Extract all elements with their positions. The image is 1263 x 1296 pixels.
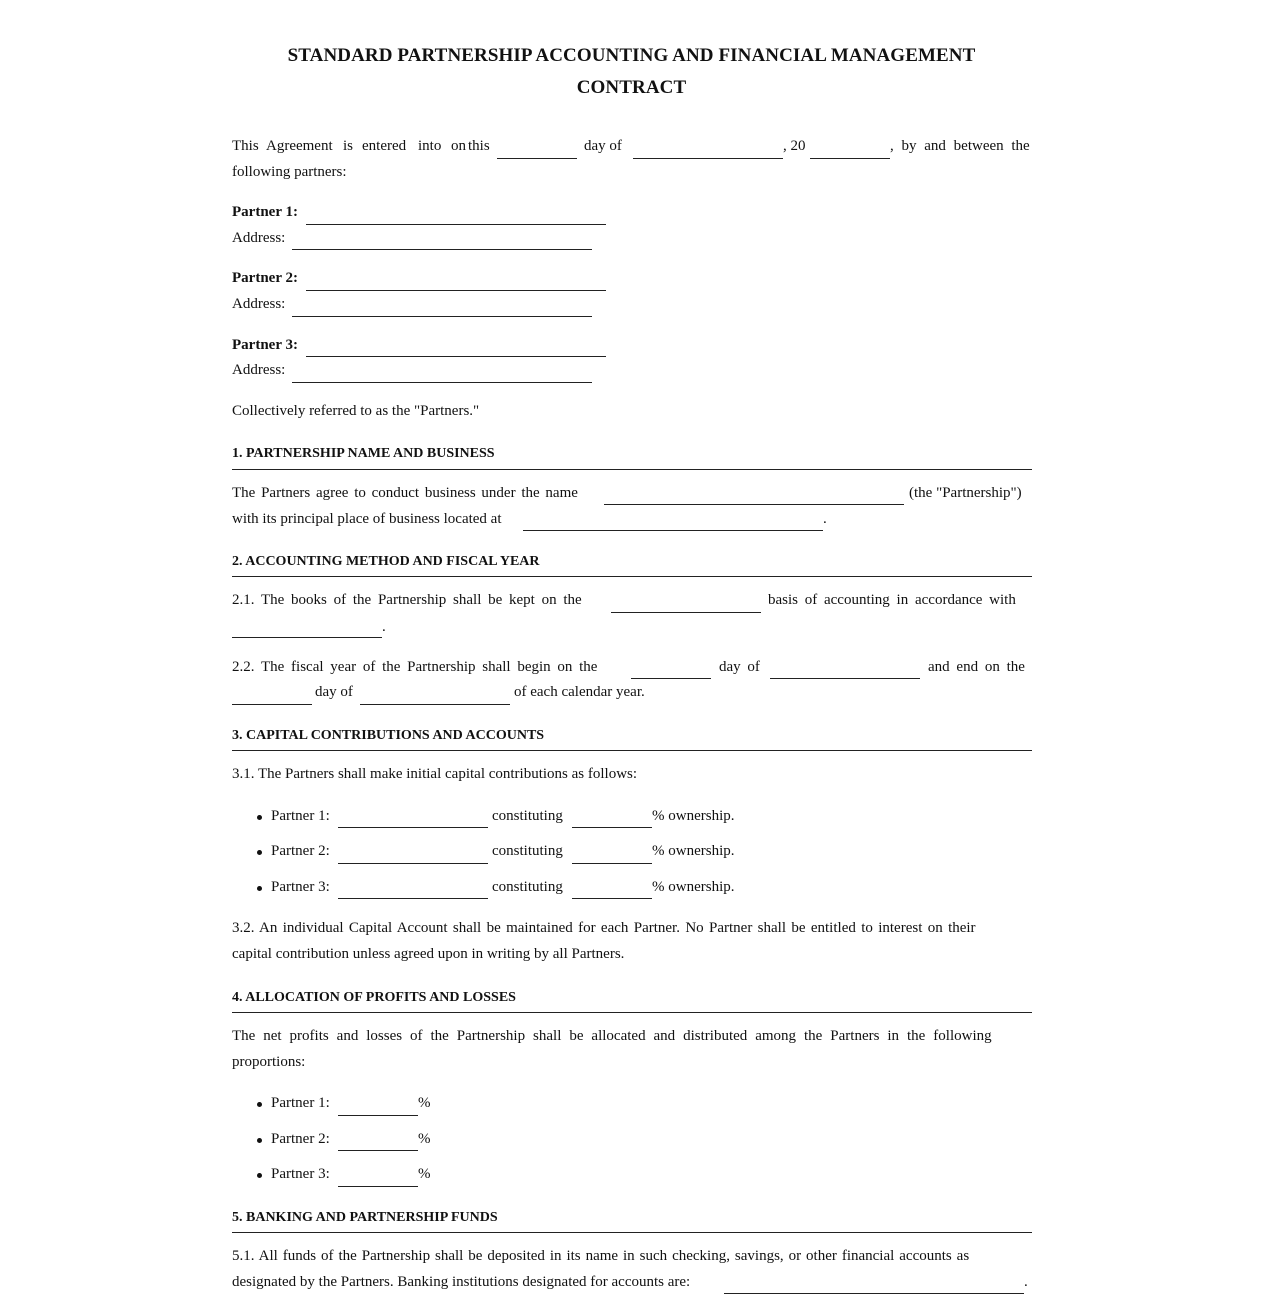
bullet-icon	[257, 850, 262, 855]
fiscal-start-day-blank[interactable]	[631, 678, 711, 679]
capital-item-label: Partner 1:	[271, 808, 330, 824]
section1-line1-text: The Partners agree to conduct business under the name	[232, 485, 578, 501]
capital-item-label: Partner 3:	[271, 879, 330, 895]
intro-line2: following partners:	[232, 164, 347, 180]
intro-day-of: day of	[584, 138, 622, 154]
section1-line2-text: with its principal place of business located at	[232, 511, 502, 527]
section2-p21-end: .	[382, 619, 386, 635]
partner3-name-blank[interactable]	[306, 356, 606, 357]
profit-item-pct: %	[418, 1131, 431, 1147]
intro-month-blank[interactable]	[633, 158, 783, 159]
intro-word: into	[418, 138, 442, 154]
partner2-name-blank[interactable]	[306, 290, 606, 291]
partnership-name-blank[interactable]	[604, 504, 904, 505]
section1-heading: 1. PARTNERSHIP NAME AND BUSINESS	[232, 446, 495, 461]
intro-word: Agreement	[266, 138, 333, 154]
section5-p51-line1: 5.1. All funds of the Partnership shall be deposited in its name in such checking, savings, or other financial accounts as	[232, 1248, 970, 1264]
capital-item-ownership: % ownership.	[652, 879, 735, 895]
intro-day-blank[interactable]	[497, 158, 577, 159]
profit-partner2-percent-blank[interactable]	[338, 1150, 418, 1151]
partner2-label: Partner 2:	[232, 270, 298, 286]
capital-partner1-percent-blank[interactable]	[572, 827, 652, 828]
capital-partner3-amount-blank[interactable]	[338, 898, 488, 899]
section4-line2: proportions:	[232, 1054, 306, 1070]
profit-item-pct: %	[418, 1166, 431, 1182]
profit-item-label: Partner 1:	[271, 1095, 330, 1111]
bullet-icon	[257, 1173, 262, 1178]
section2-p22-day-of: day of	[719, 659, 760, 675]
principal-place-blank[interactable]	[523, 530, 823, 531]
capital-item-constituting: constituting	[492, 808, 563, 824]
capital-item-label: Partner 2:	[271, 843, 330, 859]
intro-word: on	[451, 138, 466, 154]
section2-p22-day-of2: day of	[315, 684, 353, 700]
section3-p32-line2: capital contribution unless agreed upon in writing by all Partners.	[232, 946, 625, 962]
accounting-basis-blank[interactable]	[611, 612, 761, 613]
section5-heading: 5. BANKING AND PARTNERSHIP FUNDS	[232, 1210, 498, 1225]
bullet-icon	[257, 886, 262, 891]
partner1-address-label: Address:	[232, 230, 286, 246]
section3-heading: 3. CAPITAL CONTRIBUTIONS AND ACCOUNTS	[232, 728, 545, 743]
section2-p21-text: 2.1. The books of the Partnership shall be kept on the	[232, 592, 582, 608]
profit-partner3-percent-blank[interactable]	[338, 1186, 418, 1187]
section3-p31: 3.1. The Partners shall make initial capital contributions as follows:	[232, 766, 638, 782]
banking-institutions-blank[interactable]	[724, 1293, 1024, 1294]
bullet-icon	[257, 1102, 262, 1107]
profit-item-label: Partner 3:	[271, 1166, 330, 1182]
fiscal-end-day-blank[interactable]	[232, 704, 312, 705]
section2-divider	[232, 576, 1032, 577]
partner1-label: Partner 1:	[232, 204, 298, 220]
section1-divider	[232, 469, 1032, 470]
capital-item-ownership: % ownership.	[652, 808, 735, 824]
partner3-address-blank[interactable]	[292, 382, 592, 383]
document-title-line2: CONTRACT	[576, 77, 687, 98]
partner2-address-blank[interactable]	[292, 316, 592, 317]
intro-word: this	[468, 138, 490, 154]
collectively-text: Collectively referred to as the "Partners."	[232, 403, 480, 419]
bullet-icon	[257, 1138, 262, 1143]
accounting-standard-blank[interactable]	[232, 637, 382, 638]
document-title-line1: STANDARD PARTNERSHIP ACCOUNTING AND FINANCIAL MANAGEMENT	[287, 45, 976, 66]
partner3-address-label: Address:	[232, 362, 286, 378]
intro-by-and-between: , by and between the	[890, 138, 1030, 154]
capital-partner1-amount-blank[interactable]	[338, 827, 488, 828]
bullet-icon	[257, 815, 262, 820]
capital-partner3-percent-blank[interactable]	[572, 898, 652, 899]
section4-heading: 4. ALLOCATION OF PROFITS AND LOSSES	[232, 990, 516, 1005]
intro-word: is	[343, 138, 354, 154]
partner3-label: Partner 3:	[232, 337, 298, 353]
intro-word: entered	[362, 138, 407, 154]
capital-item-constituting: constituting	[492, 879, 563, 895]
section5-p51-end: .	[1024, 1274, 1028, 1290]
section2-p22-text: 2.2. The fiscal year of the Partnership shall begin on the	[232, 659, 598, 675]
section5-divider	[232, 1232, 1032, 1233]
partner1-address-blank[interactable]	[292, 249, 592, 250]
section5-p51-line2: designated by the Partners. Banking institutions designated for accounts are:	[232, 1274, 691, 1290]
capital-partner2-amount-blank[interactable]	[338, 863, 488, 864]
profit-partner1-percent-blank[interactable]	[338, 1115, 418, 1116]
intro-comma-20: , 20	[783, 138, 806, 154]
section2-p21-mid: basis of accounting in accordance with	[768, 592, 1016, 608]
intro-word: This	[232, 138, 259, 154]
section3-p32-line1: 3.2. An individual Capital Account shall be maintained for each Partner. No Partner shall be entitled to interest on their	[232, 920, 976, 936]
fiscal-start-month-blank[interactable]	[770, 678, 920, 679]
profit-item-label: Partner 2:	[271, 1131, 330, 1147]
section2-p22-and-end: and end on the	[928, 659, 1025, 675]
section2-heading: 2. ACCOUNTING METHOD AND FISCAL YEAR	[232, 554, 540, 569]
profit-item-pct: %	[418, 1095, 431, 1111]
section1-line2-end: .	[823, 511, 827, 527]
intro-year-blank[interactable]	[810, 158, 890, 159]
fiscal-end-month-blank[interactable]	[360, 704, 510, 705]
section1-line1-suffix: (the "Partnership")	[909, 485, 1022, 501]
capital-partner2-percent-blank[interactable]	[572, 863, 652, 864]
section2-p22-tail: of each calendar year.	[514, 684, 645, 700]
partner2-address-label: Address:	[232, 296, 286, 312]
partner1-name-blank[interactable]	[306, 224, 606, 225]
section4-line1: The net profits and losses of the Partnership shall be allocated and distributed among the Partners in the following	[232, 1028, 992, 1044]
section4-divider	[232, 1012, 1032, 1013]
section3-divider	[232, 750, 1032, 751]
capital-item-ownership: % ownership.	[652, 843, 735, 859]
capital-item-constituting: constituting	[492, 843, 563, 859]
